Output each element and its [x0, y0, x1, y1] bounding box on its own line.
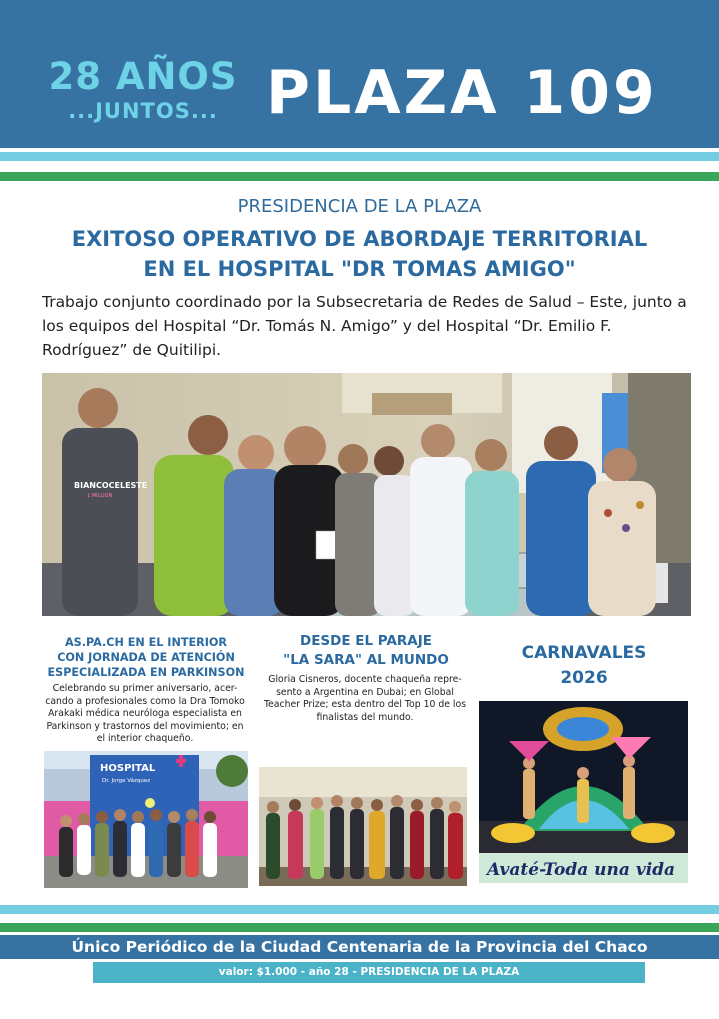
- carnival-banner-text: Avaté-Toda una vida: [487, 860, 676, 880]
- footer-tagline: Único Periódico de la Ciudad Centenaria de la Provincia del Chaco: [0, 935, 719, 959]
- footer-stripe-cyan: [0, 905, 719, 914]
- aspach-title-line-3: ESPECIALIZADA EN PARKINSON: [47, 666, 245, 679]
- aspach-hospital-photo: [44, 751, 248, 888]
- shirt-print-1: BIANCOCELESTE: [74, 481, 148, 490]
- article-lead: Trabajo conjunto coordinado por la Subsecretaria de Redes de Salud – Este, junto a los equipos del Hospital “Dr. Tomás N. Amigo” y del Hospital “Dr. Emilio F. Rodríguez” de Quitilipi.: [42, 293, 687, 359]
- hospital-sign-text: HOSPITAL: [100, 763, 156, 774]
- masthead: [0, 0, 719, 148]
- aspach-title-line-2: CON JORNADA DE ATENCIÓN: [57, 651, 235, 664]
- hospital-sign-subtext: Dr. Jorge Vázquez: [102, 778, 151, 784]
- header-stripe-green: [0, 172, 719, 181]
- section-kicker: PRESIDENCIA DE LA PLAZA: [237, 196, 482, 217]
- la-sara-title: [258, 632, 474, 670]
- anniversary-years: 28 AÑOS: [48, 55, 238, 98]
- main-headline: [30, 224, 689, 284]
- aspach-text: Celebrando su primer aniversario, acer-cando a profesionales como la Dra Tomoko Arakaki médica neuróloga especialista en Parkinson y trastornos del movimiento; en el interior chaqueño.: [45, 683, 245, 744]
- footer-stripe-green: [0, 923, 719, 932]
- hospital-front-illustration: [44, 751, 248, 888]
- headline-line-2: EN EL HOSPITAL "DR TOMAS AMIGO": [143, 257, 576, 281]
- teacher-prize-illustration: [259, 767, 467, 886]
- newspaper-title: PLAZA 109: [266, 58, 658, 128]
- anniversary-tagline: ...JUNTOS...: [68, 99, 218, 123]
- la-sara-title-line-2: "LA SARA" AL MUNDO: [283, 652, 449, 668]
- shirt-print-2: 1 MILLION: [87, 493, 113, 499]
- header-stripe-cyan: [0, 152, 719, 161]
- aspach-title-line-1: AS.PA.CH EN EL INTERIOR: [65, 636, 227, 649]
- aspach-title: [40, 635, 252, 680]
- la-sara-text: Gloria Cisneros, docente chaqueña repre-sento a Argentina en Dubai; en Global Teacher Prize; esta dentro del Top 10 de los finalistas del mundo.: [263, 674, 467, 723]
- global-teacher-prize-photo: [259, 767, 467, 886]
- la-sara-title-line-1: DESDE EL PARAJE: [300, 633, 432, 649]
- group-photo-illustration: [42, 373, 691, 616]
- carnival-photo: [479, 701, 688, 883]
- footer-info: valor: $1.000 - año 28 - PRESIDENCIA DE LA PLAZA: [93, 962, 645, 983]
- carnavales-title-line-1: CARNAVALES: [521, 643, 647, 663]
- carnavales-title: [480, 641, 688, 691]
- carnival-float-illustration: [479, 701, 688, 883]
- headline-line-1: EXITOSO OPERATIVO DE ABORDAJE TERRITORIAL: [71, 227, 648, 251]
- hospital-group-people: [59, 809, 217, 877]
- carnavales-title-line-2: 2026: [560, 668, 608, 688]
- hospital-group-photo: [42, 373, 691, 616]
